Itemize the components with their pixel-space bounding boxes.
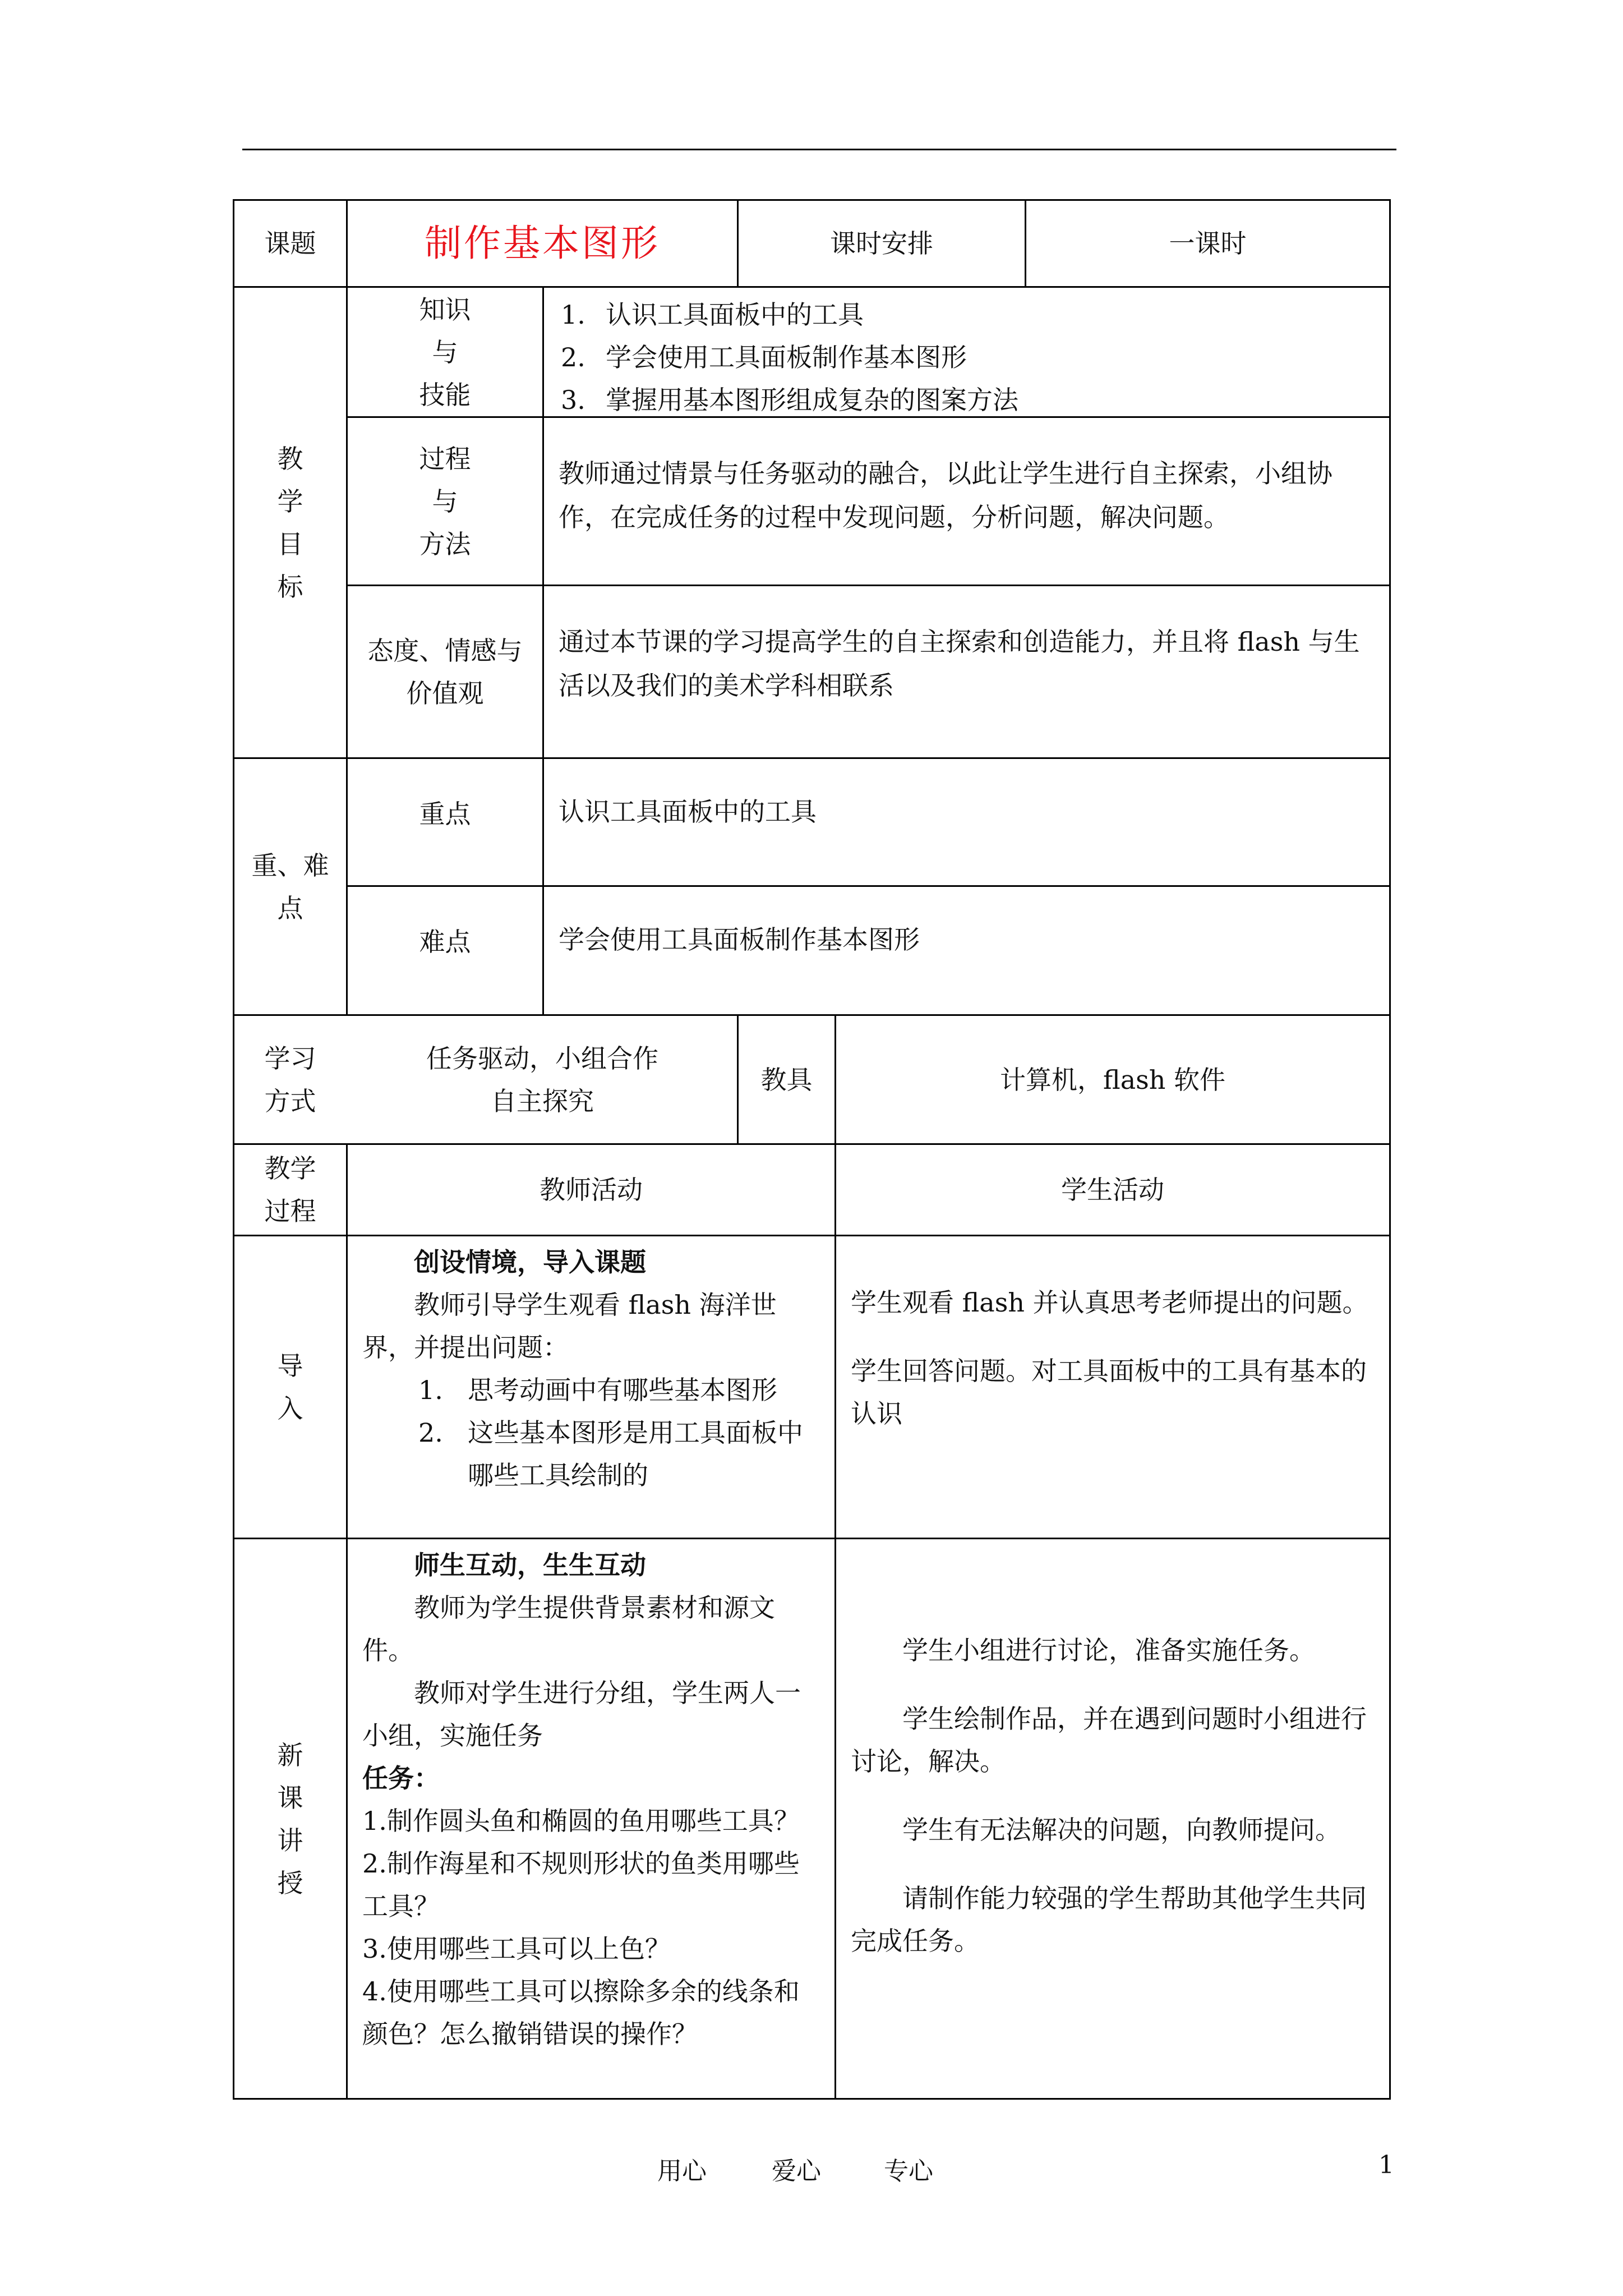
footer-item: 用心 [657, 2157, 707, 2185]
process-label-line: 过程 [419, 443, 471, 474]
study-method [346, 1014, 737, 1143]
new-lesson-student-text: 请制作能力较强的学生帮助其他学生共同完成任务。 [851, 1883, 1367, 1956]
lesson-title: 制作基本图形 [425, 222, 660, 265]
header-rule [242, 149, 1396, 150]
key-points-label-line: 重、难 [251, 850, 329, 881]
tools-value: 计算机，flash 软件 [834, 1014, 1389, 1143]
new-lesson-student-text: 学生小组进行讨论，准备实施任务。 [902, 1635, 1315, 1665]
objectives-label-char: 学 [277, 486, 303, 517]
process-text: 教师通过情景与任务驱动的融合，以此让学生进行自主探索，小组协作，在完成任务的过程中发现问题，分析问题，解决问题。 [559, 458, 1332, 532]
new-lesson-student-text: 学生绘制作品，并在遇到问题时小组进行讨论，解决。 [851, 1704, 1367, 1777]
process-cell [542, 416, 1389, 585]
page-number: 1 [1378, 2151, 1394, 2179]
process-label-line: 与 [432, 486, 458, 517]
intro-label-char: 导 [277, 1350, 303, 1381]
intro-text: 教师引导学生观看 flash 海洋世界，并提出问题： [362, 1290, 777, 1363]
task-item: 1.制作圆头鱼和椭圆的鱼用哪些工具？ [362, 1806, 800, 1836]
student-activity-header: 学生活动 [834, 1143, 1389, 1235]
study-label [233, 1014, 346, 1143]
process-header-label [233, 1143, 346, 1235]
knowledge-label [346, 286, 542, 416]
intro-label-char: 入 [277, 1393, 303, 1424]
study-label-line: 学习 [264, 1043, 316, 1074]
objectives-label-char: 目 [277, 528, 303, 559]
attitude-label-line: 价值观 [406, 678, 484, 708]
attitude-text: 通过本节课的学习提高学生的自主探索和创造能力，并且将 flash 与生活以及我们的美术学科相联系 [559, 627, 1360, 701]
process-label [346, 416, 542, 585]
process-header-label-line: 过程 [264, 1196, 316, 1226]
footer-item: 专心 [884, 2157, 933, 2185]
process-label-line: 方法 [419, 528, 471, 559]
new-lesson-heading: 师生互动，生生互动 [414, 1550, 646, 1580]
intro-student-text: 学生回答问题。对工具面板中的工具有基本的认识 [851, 1356, 1367, 1429]
study-method-line: 自主探究 [491, 1085, 594, 1116]
attitude-label-line: 态度、情感与 [367, 635, 523, 666]
new-lesson-label-char: 讲 [277, 1825, 303, 1856]
task-item: 2.制作海星和不规则形状的鱼类用哪些工具？ [362, 1848, 800, 1921]
task-item: 4.使用哪些工具可以擦除多余的线条和颜色？怎么撤销错误的操作？ [362, 1976, 800, 2049]
key-text: 认识工具面板中的工具 [559, 797, 817, 827]
new-lesson-paragraph: 教师对学生进行分组，学生两人一小组，实施任务 [362, 1678, 801, 1751]
new-lesson-paragraph: 教师为学生提供背景素材和源文件。 [362, 1593, 775, 1665]
new-lesson-student [834, 1538, 1389, 2099]
hard-cell [542, 885, 1389, 1014]
key-label: 重点 [346, 757, 542, 885]
knowledge-label-line: 知识 [419, 294, 471, 325]
objectives-label-char: 教 [277, 443, 303, 474]
footer-item: 爱心 [772, 2157, 821, 2185]
knowledge-item: 3. 掌握用基本图形组成复杂的图案方法 [561, 385, 1018, 415]
schedule-value: 一课时 [1025, 199, 1389, 286]
teacher-activity-header: 教师活动 [346, 1143, 834, 1235]
intro-heading: 创设情境，导入课题 [414, 1247, 646, 1277]
knowledge-label-line: 技能 [419, 379, 471, 410]
lesson-plan-table [233, 199, 1391, 2100]
tools-label: 教具 [737, 1014, 834, 1143]
new-lesson-label-char: 授 [277, 1867, 303, 1898]
lesson-title-cell [346, 199, 737, 286]
new-lesson-student-text: 学生有无法解决的问题，向教师提问。 [902, 1815, 1341, 1845]
hard-label: 难点 [346, 885, 542, 1014]
topic-label: 课题 [233, 199, 346, 286]
attitude-cell [542, 585, 1389, 757]
new-lesson-label-char: 新 [277, 1740, 303, 1770]
new-lesson-label [233, 1538, 346, 2099]
intro-teacher [346, 1235, 834, 1538]
attitude-label [346, 585, 542, 757]
new-lesson-teacher [346, 1538, 834, 2099]
schedule-label: 课时安排 [737, 199, 1025, 286]
key-cell [542, 757, 1389, 885]
knowledge-item: 1. 认识工具面板中的工具 [561, 300, 864, 330]
intro-student [834, 1235, 1389, 1538]
knowledge-items [542, 286, 1389, 416]
intro-question: 2. 这些基本图形是用工具面板中哪些工具绘制的 [418, 1418, 803, 1490]
hard-text: 学会使用工具面板制作基本图形 [559, 924, 920, 955]
task-item: 3.使用哪些工具可以上色？ [362, 1934, 671, 1964]
objectives-label [233, 286, 346, 757]
intro-label [233, 1235, 346, 1538]
study-method-line: 任务驱动，小组合作 [426, 1043, 658, 1074]
study-label-line: 方式 [264, 1085, 316, 1116]
intro-question: 1. 思考动画中有哪些基本图形 [418, 1375, 777, 1405]
intro-student-text: 学生观看 flash 并认真思考老师提出的问题。 [851, 1287, 1368, 1318]
knowledge-label-line: 与 [432, 337, 458, 367]
task-label: 任务： [362, 1763, 440, 1793]
process-header-label-line: 教学 [264, 1153, 316, 1184]
knowledge-item: 2. 学会使用工具面板制作基本图形 [561, 342, 967, 372]
key-points-label [233, 757, 346, 1014]
new-lesson-label-char: 课 [277, 1782, 303, 1813]
objectives-label-char: 标 [277, 571, 303, 602]
key-points-label-line: 点 [277, 892, 303, 923]
